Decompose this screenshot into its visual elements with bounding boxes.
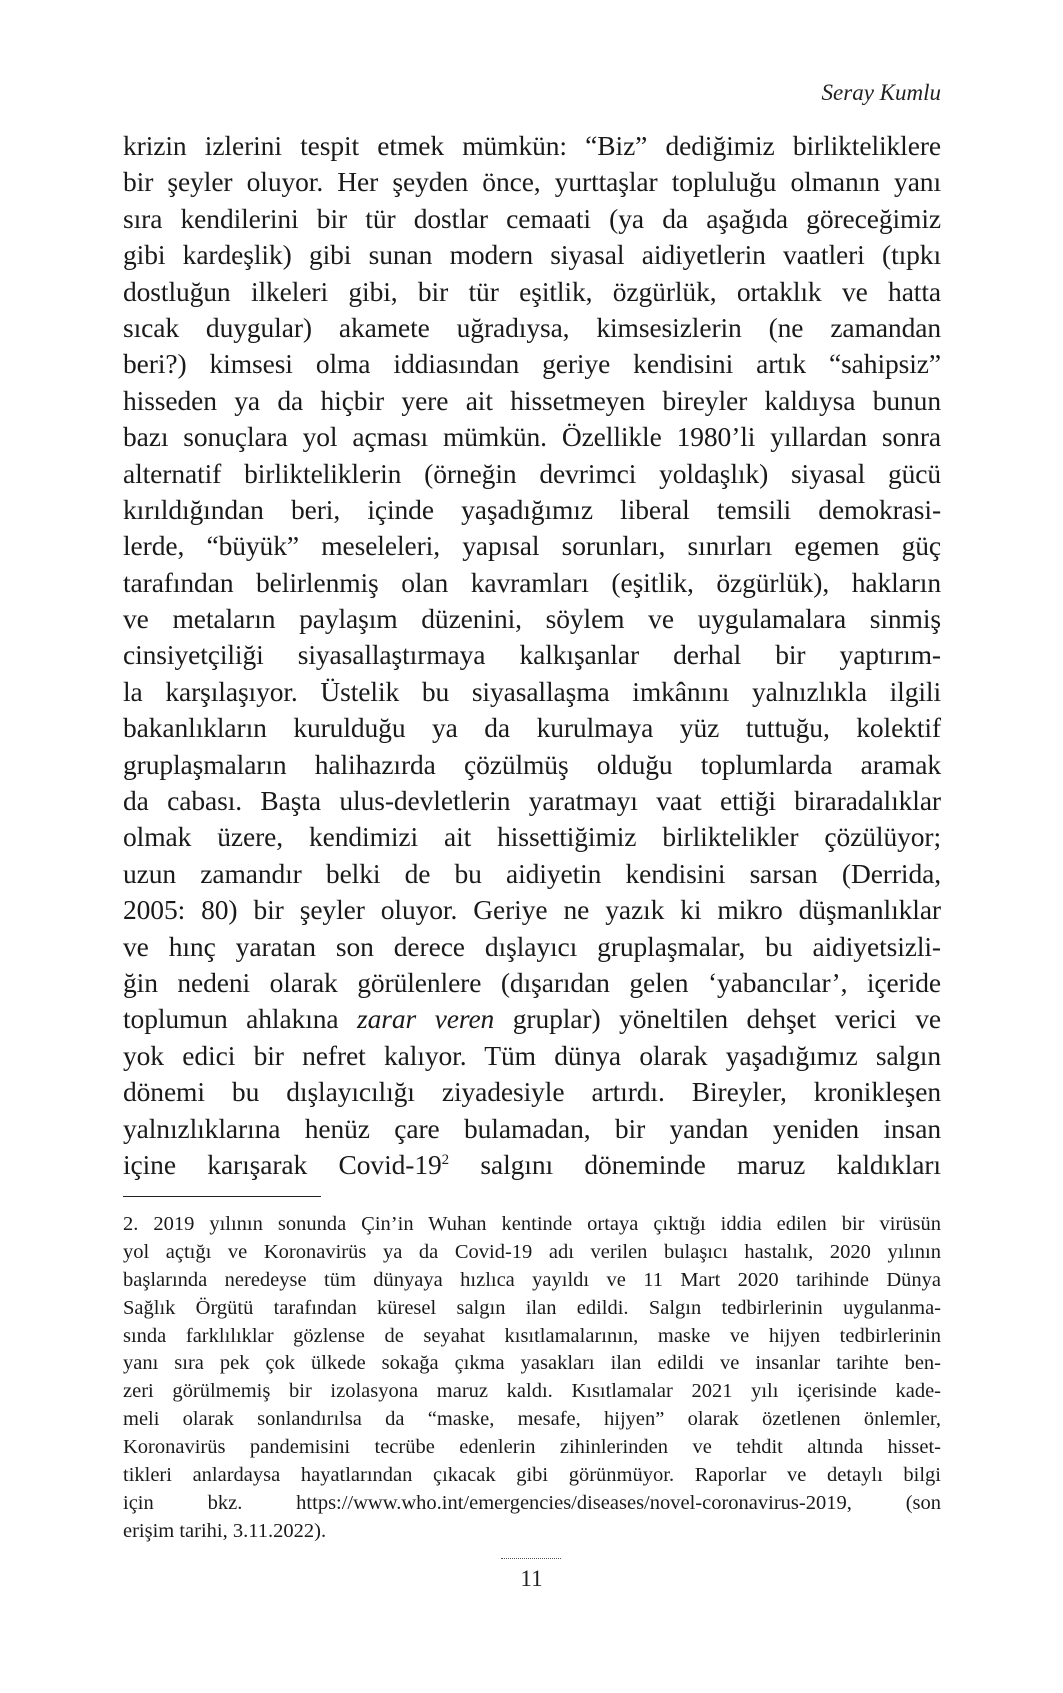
- footnote-separator: [123, 1196, 321, 1197]
- body-line: krizin izlerini tespit etmek mümkün: “Biz” dediğimiz birlikteliklere: [123, 130, 941, 161]
- body-line: gibi kardeşlik) gibi sunan modern siyasal aidiyetlerin vaatleri (tıpkı: [123, 239, 941, 271]
- body-line: hisseden ya da hiçbir yere ait hissetmeyen bireyler kaldıysa bunun: [123, 384, 941, 416]
- body-line: dönemi bu dışlayıcılığı ziyadesiyle artırdı. Bireyler, kronikleşen: [123, 1076, 941, 1108]
- body-line: olmak üzere, kendimizi ait hissettiğimiz birliktelikler çözülüyor;: [123, 821, 941, 853]
- body-line: bazı sonuçlara yol açması mümkün. Özellikle 1980’li yıllardan sonra: [123, 421, 941, 453]
- body-line-text: gruplar) yöneltilen dehşet verici ve: [494, 1003, 941, 1035]
- footnote-line: Sağlık Örgütü tarafından küresel salgın ilan edildi. Salgın tedbirlerinin uygulanma-: [123, 1296, 941, 1319]
- body-line: beri?) kimsesi olma iddiasından geriye kendisini artık “sahipsiz”: [123, 348, 941, 380]
- body-line: dostluğun ilkeleri gibi, bir tür eşitlik, özgürlük, ortaklık ve hatta: [123, 275, 941, 307]
- footnote-line: yanı sıra pek çok ülkede sokağa çıkma yasakları ilan edildi ve insanlar tarihte ben-: [123, 1352, 941, 1375]
- footnote-line: meli olarak sonlandırılsa da “maske, mesafe, hijyen” olarak özetlenen önlemler,: [123, 1408, 941, 1431]
- body-line: alternatif birlikteliklerin (örneğin devrimci yoldaşlık) siyasal gücü: [123, 457, 941, 489]
- body-line: uzun zamandır belki de bu aidiyetin kendisini sarsan (Derrida,: [123, 857, 941, 889]
- footnote-line: tikleri anlardaysa hayatlarından çıkacak gibi görünmüyor. Raporlar ve detaylı bilgi: [123, 1464, 941, 1487]
- italic-emphasis: zarar veren: [357, 1003, 495, 1035]
- page-number-rule: [501, 1558, 561, 1559]
- body-line: tarafından belirlenmiş olan kavramları (eşitlik, özgürlük), hakların: [123, 566, 941, 598]
- body-line: cinsiyetçiliği siyasallaştırmaya kalkışanlar derhal bir yaptırım-: [123, 639, 941, 671]
- footnote-reference: 2: [441, 1151, 450, 1168]
- body-line: bakanlıkların kurulduğu ya da kurulmaya yüz tuttuğu, kolektif: [123, 712, 941, 744]
- main-paragraph: [123, 128, 941, 1183]
- body-line: [123, 1001, 941, 1037]
- body-line: yok edici bir nefret kalıyor. Tüm dünya olarak yaşadığımız salgın: [123, 1039, 941, 1071]
- body-line: ve metaların paylaşım düzenini, söylem ve uygulamalara sinmiş: [123, 603, 941, 635]
- footnote-line: sında farklılıklar gözlense de seyahat kısıtlamalarının, maske ve hijyen tedbirlerinin: [123, 1324, 941, 1347]
- footnote-line: başlarında neredeyse tüm dünyaya hızlıca yayıldı ve 11 Mart 2020 tarihinde Dünya: [123, 1268, 941, 1291]
- body-line-text: salgını döneminde maruz kaldıkları: [449, 1148, 941, 1180]
- body-line: bir şeyler oluyor. Her şeyden önce, yurttaşlar topluluğu olmanın yanı: [123, 166, 941, 198]
- footnote-line: için bkz. https://www.who.int/emergencies/diseases/novel-coronavirus-2019, (son: [123, 1491, 941, 1514]
- body-line: kırıldığından beri, içinde yaşadığımız liberal temsili demokrasi-: [123, 493, 941, 525]
- body-line: [123, 1147, 941, 1183]
- body-line: sıra kendilerini bir tür dostlar cemaati (ya da aşağıda göreceğimiz: [123, 202, 941, 234]
- body-line: da cabası. Başta ulus-devletlerin yaratmayı vaat ettiği biraradalıklar: [123, 785, 941, 817]
- page-number: 11: [520, 1566, 543, 1591]
- body-line-text: içine karışarak Covid-19: [123, 1148, 442, 1180]
- footnote-line: yol açtığı ve Koronavirüs ya da Covid-19 adı verilen bulaşıcı hastalık, 2020 yılının: [123, 1240, 941, 1263]
- footnote-line: zeri görülmemiş bir izolasyona maruz kaldı. Kısıtlamalar 2021 yılı içerisinde kade-: [123, 1380, 941, 1403]
- body-line: yalnızlıklarına henüz çare bulamadan, bir yandan yeniden insan: [123, 1112, 941, 1144]
- body-line: ğin nedeni olarak görülenlere (dışarıdan gelen ‘yabancılar’, içeride: [123, 966, 941, 998]
- body-line: la karşılaşıyor. Üstelik bu siyasallaşma imkânını yalnızlıkla ilgili: [123, 675, 941, 707]
- body-line: lerde, “büyük” meseleleri, yapısal sorunları, sınırları egemen güç: [123, 530, 941, 562]
- footnote-line: Koronavirüs pandemisini tecrübe edenlerin zihinlerinden ve tehdit altında hisset-: [123, 1436, 941, 1459]
- footnote-line: 2. 2019 yılının sonunda Çin’in Wuhan kentinde ortaya çıktığı iddia edilen bir virüsün: [123, 1213, 941, 1235]
- body-line: sıcak duygular) akamete uğradıysa, kimsesizlerin (ne zamandan: [123, 311, 941, 343]
- body-line: 2005: 80) bir şeyler oluyor. Geriye ne yazık ki mikro düşmanlıklar: [123, 894, 941, 926]
- body-line: ve hınç yaratan son derece dışlayıcı gruplaşmalar, bu aidiyetsizli-: [123, 930, 941, 962]
- body-line: gruplaşmaların halihazırda çözülmüş olduğu toplumlarda aramak: [123, 748, 941, 780]
- body-line-text: toplumun ahlakına: [123, 1003, 358, 1035]
- footnote-line: erişim tarihi, 3.11.2022).: [123, 1519, 327, 1542]
- running-header-author: Seray Kumlu: [821, 80, 941, 105]
- footnote-block: [123, 1211, 941, 1546]
